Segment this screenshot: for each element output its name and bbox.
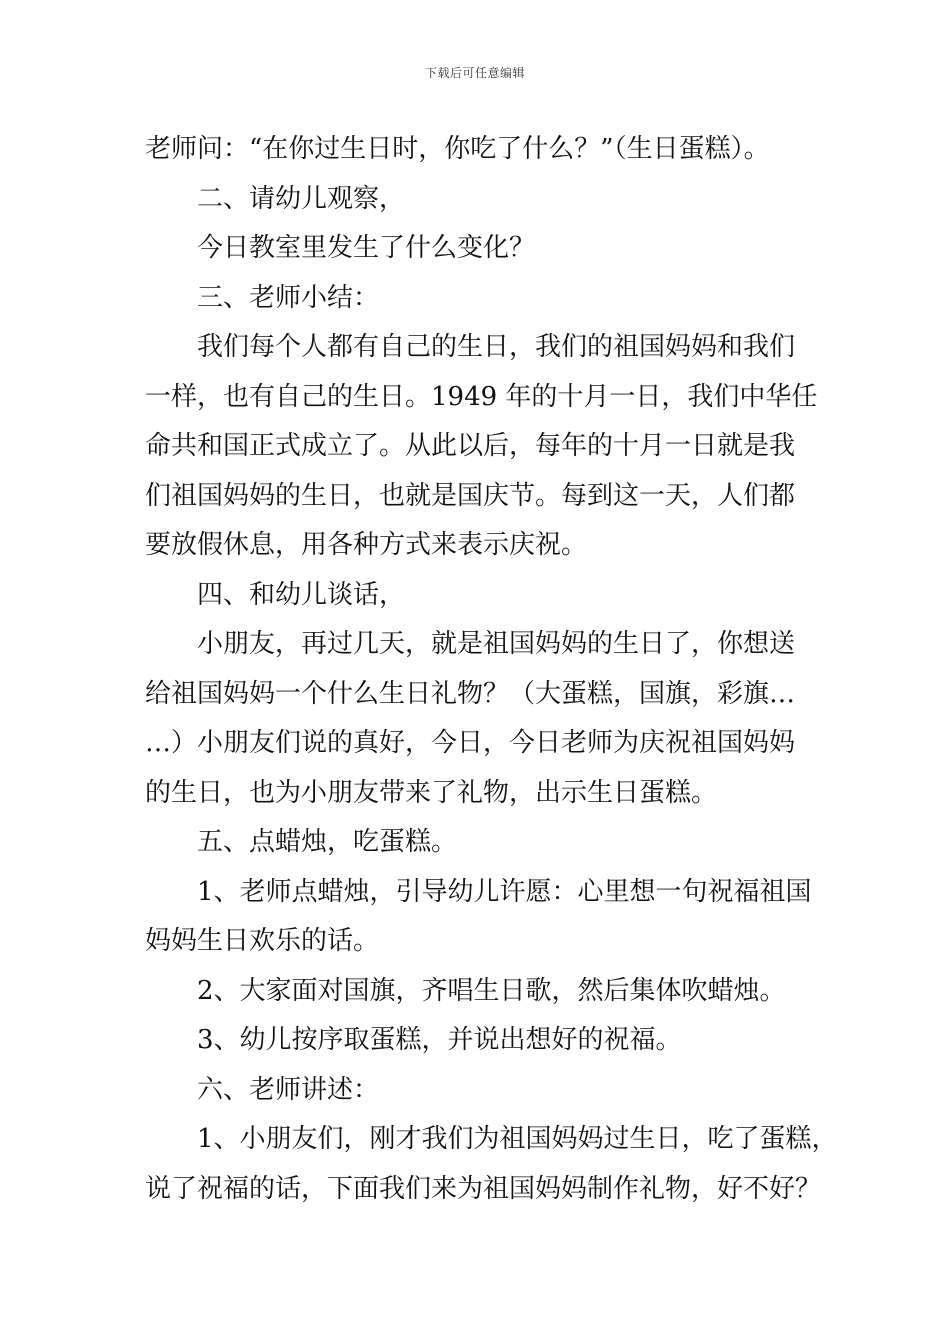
section-heading-6: 六、老师讲述： [197, 1074, 380, 1105]
paragraph-line: …）小朋友们说的真好，今日，今日老师为庆祝祖国妈妈 [145, 728, 796, 758]
list-item: 1、小朋友们，刚才我们为祖国妈妈过生日，吃了蛋糕， [197, 1124, 838, 1154]
paragraph-line: 今日教室里发生了什么变化？ [197, 233, 536, 263]
paragraph-line: 妈妈生日欢乐的话。 [145, 926, 380, 956]
paragraph-line: 小朋友，再过几天，就是祖国妈妈的生日了，你想送 [197, 629, 796, 659]
list-item: 3、幼儿按序取蛋糕，并说出想好的祝福。 [197, 1025, 682, 1055]
paragraph-line: 命共和国正式成立了。从此以后，每年的十月一日就是我 [145, 431, 796, 461]
section-heading-2: 二、请幼儿观察， [197, 183, 406, 214]
paragraph-line: 一样，也有自己的生日。1949 年的十月一日，我们中华任 [145, 381, 818, 412]
paragraph-line: 们祖国妈妈的生日，也就是国庆节。每到这一天，人们都 [145, 480, 796, 511]
document-body [145, 125, 838, 1214]
section-heading-4: 四、和幼儿谈话， [197, 579, 406, 610]
paragraph-line: 的生日，也为小朋友带来了礼物，出示生日蛋糕。 [145, 777, 718, 808]
section-heading-3: 三、老师小结： [197, 282, 380, 313]
paragraph-line: 要放假休息，用各种方式来表示庆祝。 [145, 530, 588, 560]
paragraph-line: 说了祝福的话，下面我们来为祖国妈妈制作礼物，好不好？ [145, 1173, 822, 1204]
list-item: 2、大家面对国旗，齐唱生日歌，然后集体吹蜡烛。 [197, 975, 786, 1006]
list-item: 1、老师点蜡烛，引导幼儿许愿：心里想一句祝福祖国 [197, 876, 812, 907]
paragraph-line: 老师问：“在你过生日时，你吃了什么？”（生日蛋糕）。 [145, 134, 770, 164]
section-heading-5: 五、点蜡烛，吃蛋糕。 [197, 827, 458, 857]
page-header: 下载后可任意编辑 [424, 66, 525, 80]
paragraph-line: 我们每个人都有自己的生日，我们的祖国妈妈和我们 [197, 332, 796, 362]
paragraph-line: 给祖国妈妈一个什么生日礼物？（大蛋糕，国旗，彩旗… [145, 678, 796, 709]
